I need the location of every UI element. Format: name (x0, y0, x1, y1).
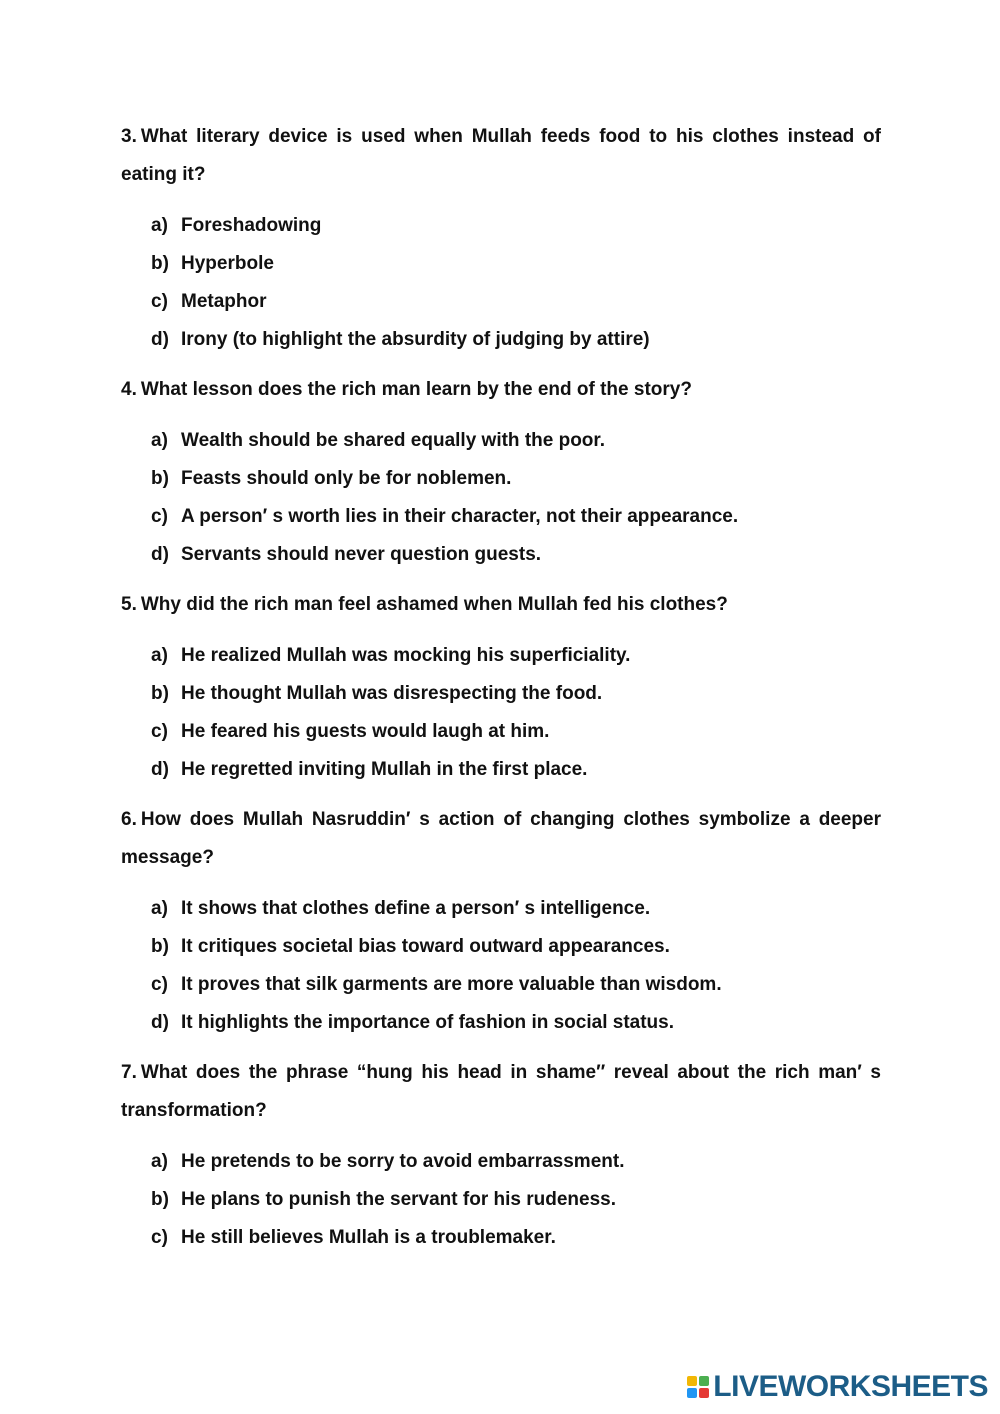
question-prompt: What does the phrase “hung his head in shame″ reveal about the rich man′ s transformation? (121, 1062, 881, 1121)
option-letter: b) (151, 936, 169, 957)
answer-option-a[interactable] (151, 422, 881, 460)
option-text: Wealth should be shared equally with the poor. (181, 430, 606, 451)
answer-options (121, 890, 881, 1042)
answer-options (121, 1143, 881, 1257)
option-text: It critiques societal bias toward outward appearances. (181, 936, 670, 957)
question-6 (121, 801, 881, 1042)
option-letter: a) (151, 645, 168, 666)
logo-square-2 (699, 1376, 709, 1386)
answer-option-c[interactable] (151, 283, 881, 321)
answer-option-a[interactable] (151, 207, 881, 245)
answer-option-a[interactable] (151, 890, 881, 928)
answer-option-b[interactable] (151, 675, 881, 713)
option-letter: a) (151, 430, 168, 451)
logo-square-1 (687, 1376, 697, 1386)
question-text (121, 118, 881, 194)
question-number: 6. (121, 809, 137, 830)
option-text: He pretends to be sorry to avoid embarrassment. (181, 1151, 625, 1172)
option-text: A person′ s worth lies in their character, not their appearance. (181, 506, 739, 527)
answer-option-d[interactable] (151, 321, 881, 359)
option-text: He realized Mullah was mocking his superficiality. (181, 645, 631, 666)
option-letter: a) (151, 898, 168, 919)
question-prompt: Why did the rich man feel ashamed when Mullah fed his clothes? (140, 594, 728, 615)
answer-option-c[interactable] (151, 498, 881, 536)
option-text: It highlights the importance of fashion in social status. (181, 1012, 674, 1033)
option-letter: c) (151, 721, 168, 742)
question-text (121, 801, 881, 877)
question-4 (121, 371, 881, 574)
option-text: He regretted inviting Mullah in the first place. (181, 759, 588, 780)
option-text: He plans to punish the servant for his rudeness. (181, 1189, 616, 1210)
answer-option-a[interactable] (151, 1143, 881, 1181)
option-text: Feasts should only be for noblemen. (181, 468, 512, 489)
option-text: Irony (to highlight the absurdity of judging by attire) (181, 329, 650, 350)
option-letter: c) (151, 1227, 168, 1248)
brand-name: LIVEWORKSHEETS (713, 1370, 988, 1403)
option-letter: a) (151, 1151, 168, 1172)
option-letter: b) (151, 683, 169, 704)
option-text: He feared his guests would laugh at him. (181, 721, 550, 742)
option-letter: d) (151, 329, 169, 350)
option-text: It shows that clothes define a person′ s intelligence. (181, 898, 651, 919)
answer-option-b[interactable] (151, 460, 881, 498)
option-text: Foreshadowing (181, 215, 322, 236)
option-letter: c) (151, 506, 168, 527)
answer-option-d[interactable] (151, 536, 881, 574)
answer-option-b[interactable] (151, 928, 881, 966)
logo-square-4 (699, 1388, 709, 1398)
logo-square-3 (687, 1388, 697, 1398)
question-7 (121, 1054, 881, 1257)
option-letter: b) (151, 253, 169, 274)
option-letter: a) (151, 215, 168, 236)
answer-options (121, 637, 881, 789)
answer-options (121, 207, 881, 359)
option-letter: b) (151, 1189, 169, 1210)
option-text: It proves that silk garments are more valuable than wisdom. (181, 974, 722, 995)
question-number: 7. (121, 1062, 137, 1083)
question-number: 4. (121, 379, 137, 400)
option-text: He still believes Mullah is a troublemaker. (181, 1227, 556, 1248)
answer-option-a[interactable] (151, 637, 881, 675)
answer-option-b[interactable] (151, 1181, 881, 1219)
answer-option-d[interactable] (151, 751, 881, 789)
answer-option-c[interactable] (151, 713, 881, 751)
question-number: 3. (121, 126, 137, 147)
question-prompt: What literary device is used when Mullah feeds food to his clothes instead of eating it? (121, 126, 881, 185)
option-letter: d) (151, 759, 169, 780)
option-letter: c) (151, 291, 168, 312)
question-3 (121, 118, 881, 359)
liveworksheets-brand (687, 1370, 988, 1404)
option-letter: d) (151, 1012, 169, 1033)
question-prompt: How does Mullah Nasruddin′ s action of changing clothes symbolize a deeper message? (121, 809, 881, 868)
answer-option-b[interactable] (151, 245, 881, 283)
answer-options (121, 422, 881, 574)
question-text (121, 371, 881, 409)
question-prompt: What lesson does the rich man learn by the end of the story? (140, 379, 692, 400)
question-5 (121, 586, 881, 789)
option-text: Metaphor (181, 291, 267, 312)
option-letter: c) (151, 974, 168, 995)
answer-option-c[interactable] (151, 966, 881, 1004)
question-number: 5. (121, 594, 137, 615)
option-letter: d) (151, 544, 169, 565)
option-letter: b) (151, 468, 169, 489)
question-text (121, 586, 881, 624)
answer-option-d[interactable] (151, 1004, 881, 1042)
answer-option-c[interactable] (151, 1219, 881, 1257)
question-text (121, 1054, 881, 1130)
worksheet-page (121, 118, 881, 1269)
option-text: He thought Mullah was disrespecting the food. (181, 683, 603, 704)
option-text: Servants should never question guests. (181, 544, 542, 565)
liveworksheets-logo-icon (687, 1376, 709, 1398)
option-text: Hyperbole (181, 253, 274, 274)
